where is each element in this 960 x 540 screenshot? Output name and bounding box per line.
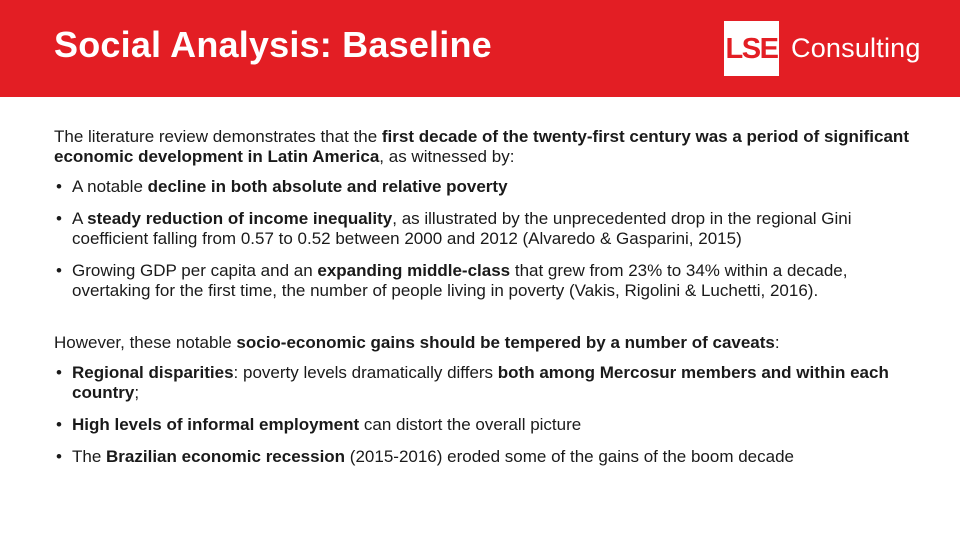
text-run: , as illustrated by the unprecedented drop in the regional Gini coefficient falling from 0.57 to 0.52 between 2000 and 2012 (Alvaredo & Gasparini, 2015) — [72, 209, 852, 248]
section2-intro — [54, 333, 924, 353]
section-gap — [54, 313, 924, 333]
bullet-dot-icon: • — [56, 177, 62, 196]
slide-body — [54, 127, 924, 479]
bullet-item — [54, 363, 924, 403]
logo-consulting-text: Consulting — [791, 33, 921, 63]
text-run: : — [774, 333, 780, 352]
slide-title: Social Analysis: Baseline — [54, 24, 492, 65]
text-run: A notable — [72, 177, 148, 196]
bullet-item — [54, 415, 924, 435]
text-run-bold: socio-economic gains should be tempered by a number of caveats — [236, 333, 775, 352]
bullet-item — [54, 209, 924, 249]
text-run-bold: expanding middle-class — [317, 261, 511, 280]
bullet-item — [54, 177, 924, 197]
bullet-dot-icon: • — [56, 363, 62, 382]
text-run: , as witnessed by: — [379, 147, 515, 166]
text-run: Growing GDP per capita and an — [72, 261, 318, 280]
text-run: The — [72, 447, 107, 466]
text-run: However, these notable — [54, 333, 237, 352]
text-run: The literature review demonstrates that the — [54, 127, 382, 146]
text-run: (2015-2016) eroded some of the gains of the boom decade — [345, 447, 794, 466]
text-run-bold: decline in both absolute and relative poverty — [147, 177, 508, 196]
text-run-bold: both among Mercosur members and within each country — [72, 363, 889, 402]
lse-consulting-logo — [724, 21, 921, 76]
text-run: can distort the overall picture — [359, 415, 582, 434]
text-run: : poverty levels dramatically differs — [233, 363, 498, 382]
section1-intro — [54, 127, 924, 167]
text-run-bold: Brazilian economic recession — [106, 447, 346, 466]
bullet-dot-icon: • — [56, 415, 62, 434]
bullet-item — [54, 447, 924, 467]
text-run-bold: steady reduction of income inequality — [87, 209, 393, 228]
section1-bullet-list — [54, 177, 924, 301]
bullet-dot-icon: • — [56, 447, 62, 466]
text-run: that grew from 23% to 34% within a decade, overtaking for the first time, the number of people living in poverty (Vakis, Rigolini & Luchetti, 2016). — [72, 261, 848, 300]
text-run-bold: Regional disparities — [72, 363, 234, 382]
text-run-bold: first decade of the twenty-first century was a period of significant economic development in Latin America — [54, 127, 909, 166]
text-run-bold: High levels of informal employment — [72, 415, 360, 434]
text-run: ; — [134, 383, 140, 402]
bullet-dot-icon: • — [56, 261, 62, 280]
lse-logo-mark: LSE — [724, 21, 779, 76]
section2-bullet-list — [54, 363, 924, 467]
title-bar — [0, 0, 960, 97]
bullet-item — [54, 261, 924, 301]
bullet-dot-icon: • — [56, 209, 62, 228]
text-run: A — [72, 209, 88, 228]
